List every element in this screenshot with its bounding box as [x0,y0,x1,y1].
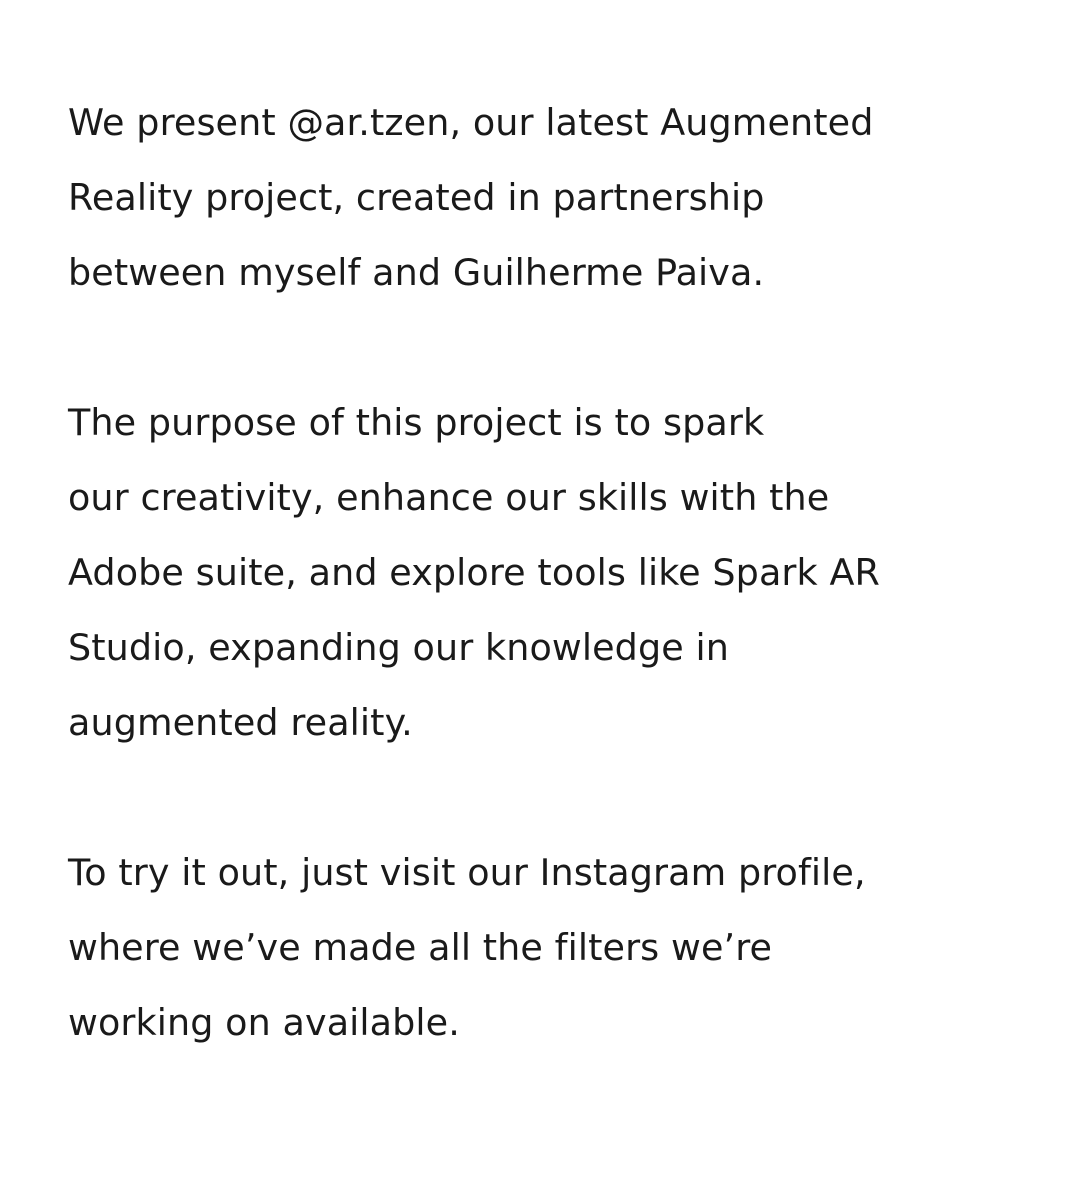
intro-paragraph [68,85,1028,310]
purpose-paragraph [68,385,1028,760]
text-line: working on available. [68,1001,460,1044]
text-line: Adobe suite, and explore tools like Spark AR [68,551,880,594]
text-line: To try it out, just visit our Instagram profile, [68,851,866,894]
post-text-body [68,85,1028,1060]
text-line: We present @ar.tzen, our latest Augmented [68,101,874,144]
text-line: our creativity, enhance our skills with the [68,476,830,519]
instructions-paragraph [68,835,1028,1060]
text-line: where we’ve made all the filters we’re [68,926,773,969]
text-line: augmented reality. [68,701,413,744]
text-line: The purpose of this project is to spark [68,401,765,444]
text-line: between myself and Guilherme Paiva. [68,251,765,294]
text-line: Reality project, created in partnership [68,176,765,219]
text-line: Studio, expanding our knowledge in [68,626,729,669]
